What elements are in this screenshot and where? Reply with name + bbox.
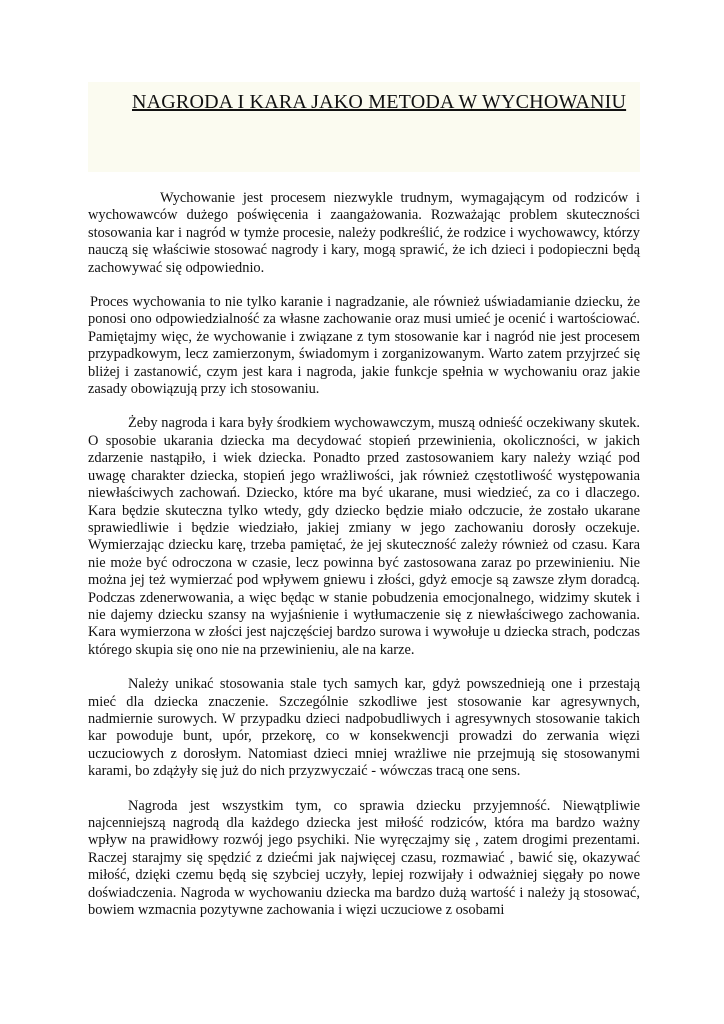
document-body <box>88 190 640 919</box>
paragraph-5: Nagroda jest wszystkim tym, co sprawia dziecku przyjemność. Niewątpliwie najcenniejszą nagrodą dla każdego dziecka jest miłość rodziców, która ma bardzo ważny wpływ na prawidłowy rozwój jego psychiki. Nie wyręczajmy się , zatem drogimi prezentami. Raczej starajmy się spędzić z dziećmi jak najwięcej czasu, rozmawiać , bawić się, okazywać miłość, dzięki czemu będą się szybciej uczyły, lepiej rozwijały i odważniej sięgały po nowe doświadczenia. Nagroda w wychowaniu dziecka ma bardzo dużą wartość i należy ją stosować, bowiem wzmacnia pozytywne zachowania i więzi uczuciowe z osobami <box>88 797 640 919</box>
document-page <box>88 82 640 936</box>
paragraph-3: Żeby nagroda i kara były środkiem wychowawczym, muszą odnieść oczekiwany skutek. O sposobie ukarania dziecka ma decydować stopień przewinienia, okoliczności, w jakich zdarzenie nastąpiło, i wiek dziecka. Ponadto przed zastosowaniem kary należy wziąć pod uwagę charakter dziecka, stopień jego wrażliwości, jak również częstotliwość występowania niewłaściwych zachowań. Dziecko, które ma być ukarane, musi wiedzieć, za co i dlaczego. Kara będzie skuteczna tylko wtedy, gdy dziecko będzie miało odczucie, że zostało ukarane sprawiedliwie i będzie wiedziało, jakiej zmiany w jego zachowaniu dorosły oczekuje. Wymierzając dziecku karę, trzeba pamiętać, że jej skuteczność zależy również od czasu. Kara nie może być odroczona w czasie, lecz powinna być zastosowana zaraz po przewinieniu. Nie można jej też wymierzać pod wpływem gniewu i złości, gdyż emocje są zawsze złym doradcą. Podczas zdenerwowania, a więc będąc w stanie pobudzenia emocjonalnego, widzimy skutek i nie dajemy dziecku szansy na wyjaśnienie i wytłumaczenie się z niewłaściwego zachowania. Kara wymierzona w złości jest najczęściej bardzo surowa i wywołuje u dziecka strach, podczas którego skupia się ono nie na przewinieniu, ale na karze. <box>88 415 640 658</box>
paragraph-1: Wychowanie jest procesem niezwykle trudnym, wymagającym od rodziców i wychowawców dużego poświęcenia i zaangażowania. Rozważając problem skuteczności stosowania kar i nagród w tymże procesie, należy podkreślić, że rodzice i wychowawcy, którzy nauczą się właściwie stosować nagrody i kary, mogą sprawić, że ich dzieci i podopieczni będą zachowywać się odpowiednio. <box>88 190 640 276</box>
title-block <box>88 82 640 172</box>
paragraph-2: Proces wychowania to nie tylko karanie i nagradzanie, ale również uświadamianie dziecku, że ponosi ono odpowiedzialność za własne zachowanie oraz musi umieć je ocenić i wartościować. Pamiętajmy więc, że wychowanie i związane z tym stosowanie kar i nagród nie jest procesem przypadkowym, lecz zamierzonym, świadomym i zorganizowanym. Warto zatem przyjrzeć się bliżej i zastanowić, czym jest kara i nagroda, jakie funkcje spełnia w wychowaniu oraz jakie zasady obowiązują przy ich stosowaniu. <box>88 294 640 398</box>
paragraph-4: Należy unikać stosowania stale tych samych kar, gdyż powszednieją one i przestają mieć dla dziecka znaczenie. Szczególnie szkodliwe jest stosowanie kar agresywnych, nadmiernie surowych. W przypadku dzieci nadpobudliwych i agresywnych stosowanie takich kar powoduje bunt, upór, przekorę, co w konsekwencji prowadzi do zerwania więzi uczuciowych z dorosłym. Natomiast dzieci mniej wrażliwe nie przejmują się stosowanymi karami, bo zdążyły się już do nich przyzwyczaić - wówczas tracą one sens. <box>88 676 640 780</box>
document-title: NAGRODA I KARA JAKO METODA W WYCHOWANIU <box>132 91 627 113</box>
